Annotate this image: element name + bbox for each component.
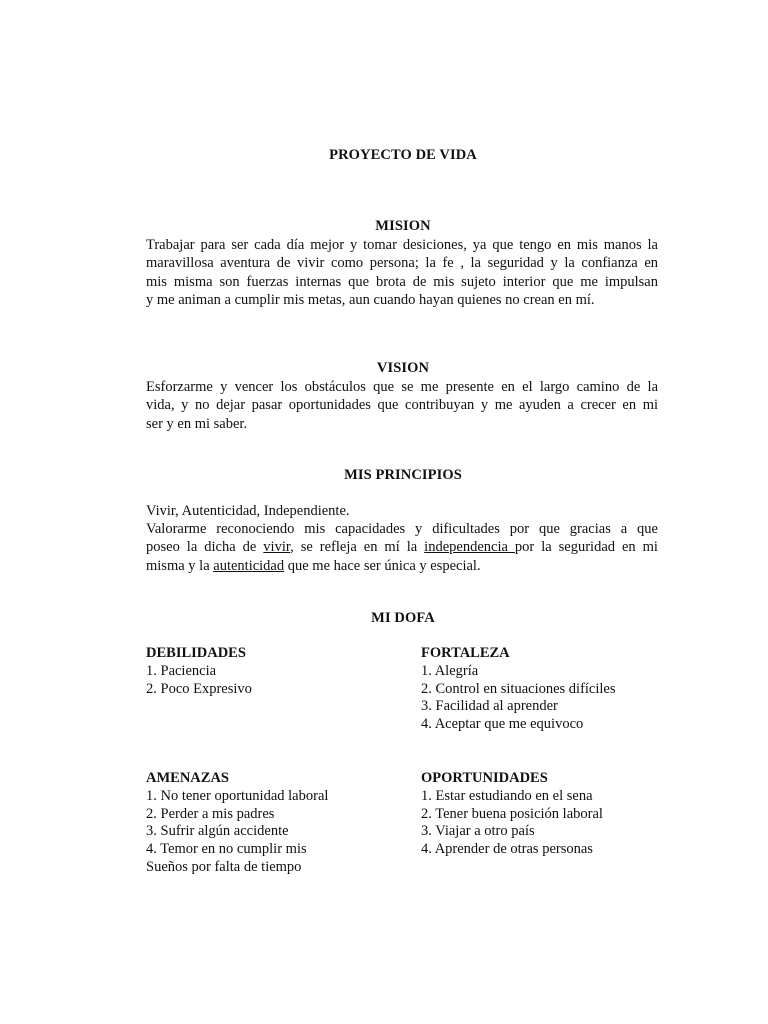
vision-paragraph <box>146 378 658 433</box>
list-item: 2. Poco Expresivo <box>146 680 252 697</box>
principios-line: misma y la autenticidad que me hace ser única y especial. <box>146 557 481 574</box>
list-item: 3. Viajar a otro país <box>421 823 535 840</box>
underlined-word: autenticidad <box>213 557 285 574</box>
dofa-heading: MI DOFA <box>371 610 435 626</box>
mision-line: y me animan a cumplir mis metas, aun cuando hayan quienes no crean en mí. <box>146 291 595 308</box>
list-item: 3. Facilidad al aprender <box>421 698 558 715</box>
debilidades-heading: DEBILIDADES <box>146 645 246 661</box>
debilidades-column <box>146 645 252 698</box>
underlined-word: vivir <box>263 539 291 556</box>
list-item: 4. Aceptar que me equivoco <box>421 716 584 733</box>
list-item: 1. Estar estudiando en el sena <box>421 787 593 804</box>
vision-line: Esforzarme y vencer los obstáculos que se me presente en el largo camino de la <box>146 379 658 395</box>
mision-paragraph <box>146 236 658 309</box>
list-item: 2. Tener buena posición laboral <box>421 805 603 822</box>
list-item: 1. Alegría <box>421 662 479 679</box>
list-item: 1. Paciencia <box>146 662 217 679</box>
list-item: 4. Aprender de otras personas <box>421 841 593 858</box>
mision-line: maravillosa aventura de vivir como persona; la fe , la seguridad y la confianza en <box>146 255 658 272</box>
principios-list: Vivir, Autenticidad, Independiente. <box>146 503 350 519</box>
list-item: 2. Control en situaciones difíciles <box>421 680 616 697</box>
oportunidades-column <box>421 770 603 859</box>
principios-line: Valorarme reconociendo mis capacidades y dificultades por que gracias a que <box>146 521 658 537</box>
list-item: 1. No tener oportunidad laboral <box>146 787 329 804</box>
mision-heading: MISION <box>375 218 431 234</box>
vision-line: ser y en mi saber. <box>146 415 248 432</box>
mision-line: mis misma son fuerzas internas que brota de mis sujeto interior que me impulsan <box>146 273 658 290</box>
list-item: 2. Perder a mis padres <box>146 805 275 822</box>
fortaleza-column <box>421 645 616 734</box>
list-item: 4. Temor en no cumplir mis <box>146 841 307 858</box>
list-item: 3. Sufrir algún accidente <box>146 823 289 840</box>
vision-heading: VISION <box>376 360 430 376</box>
oportunidades-heading: OPORTUNIDADES <box>421 770 548 786</box>
document-title: PROYECTO DE VIDA <box>329 147 477 163</box>
mision-line: Trabajar para ser cada día mejor y tomar desiciones, ya que tengo en mis manos la <box>146 237 658 253</box>
principios-line: poseo la dicha de vivir, se refleja en mí la independencia por la seguridad en mi <box>146 539 658 556</box>
amenazas-column <box>146 770 328 877</box>
fortaleza-heading: FORTALEZA <box>421 645 510 661</box>
principios-paragraph <box>146 520 658 575</box>
list-item: Sueños por falta de tiempo <box>146 858 302 875</box>
vision-line: vida, y no dejar pasar oportunidades que contribuyan y me ayuden a crecer en mi <box>146 397 658 414</box>
principios-heading: MIS PRINCIPIOS <box>344 467 462 483</box>
underlined-word: independencia <box>424 539 515 556</box>
amenazas-heading: AMENAZAS <box>146 770 229 786</box>
